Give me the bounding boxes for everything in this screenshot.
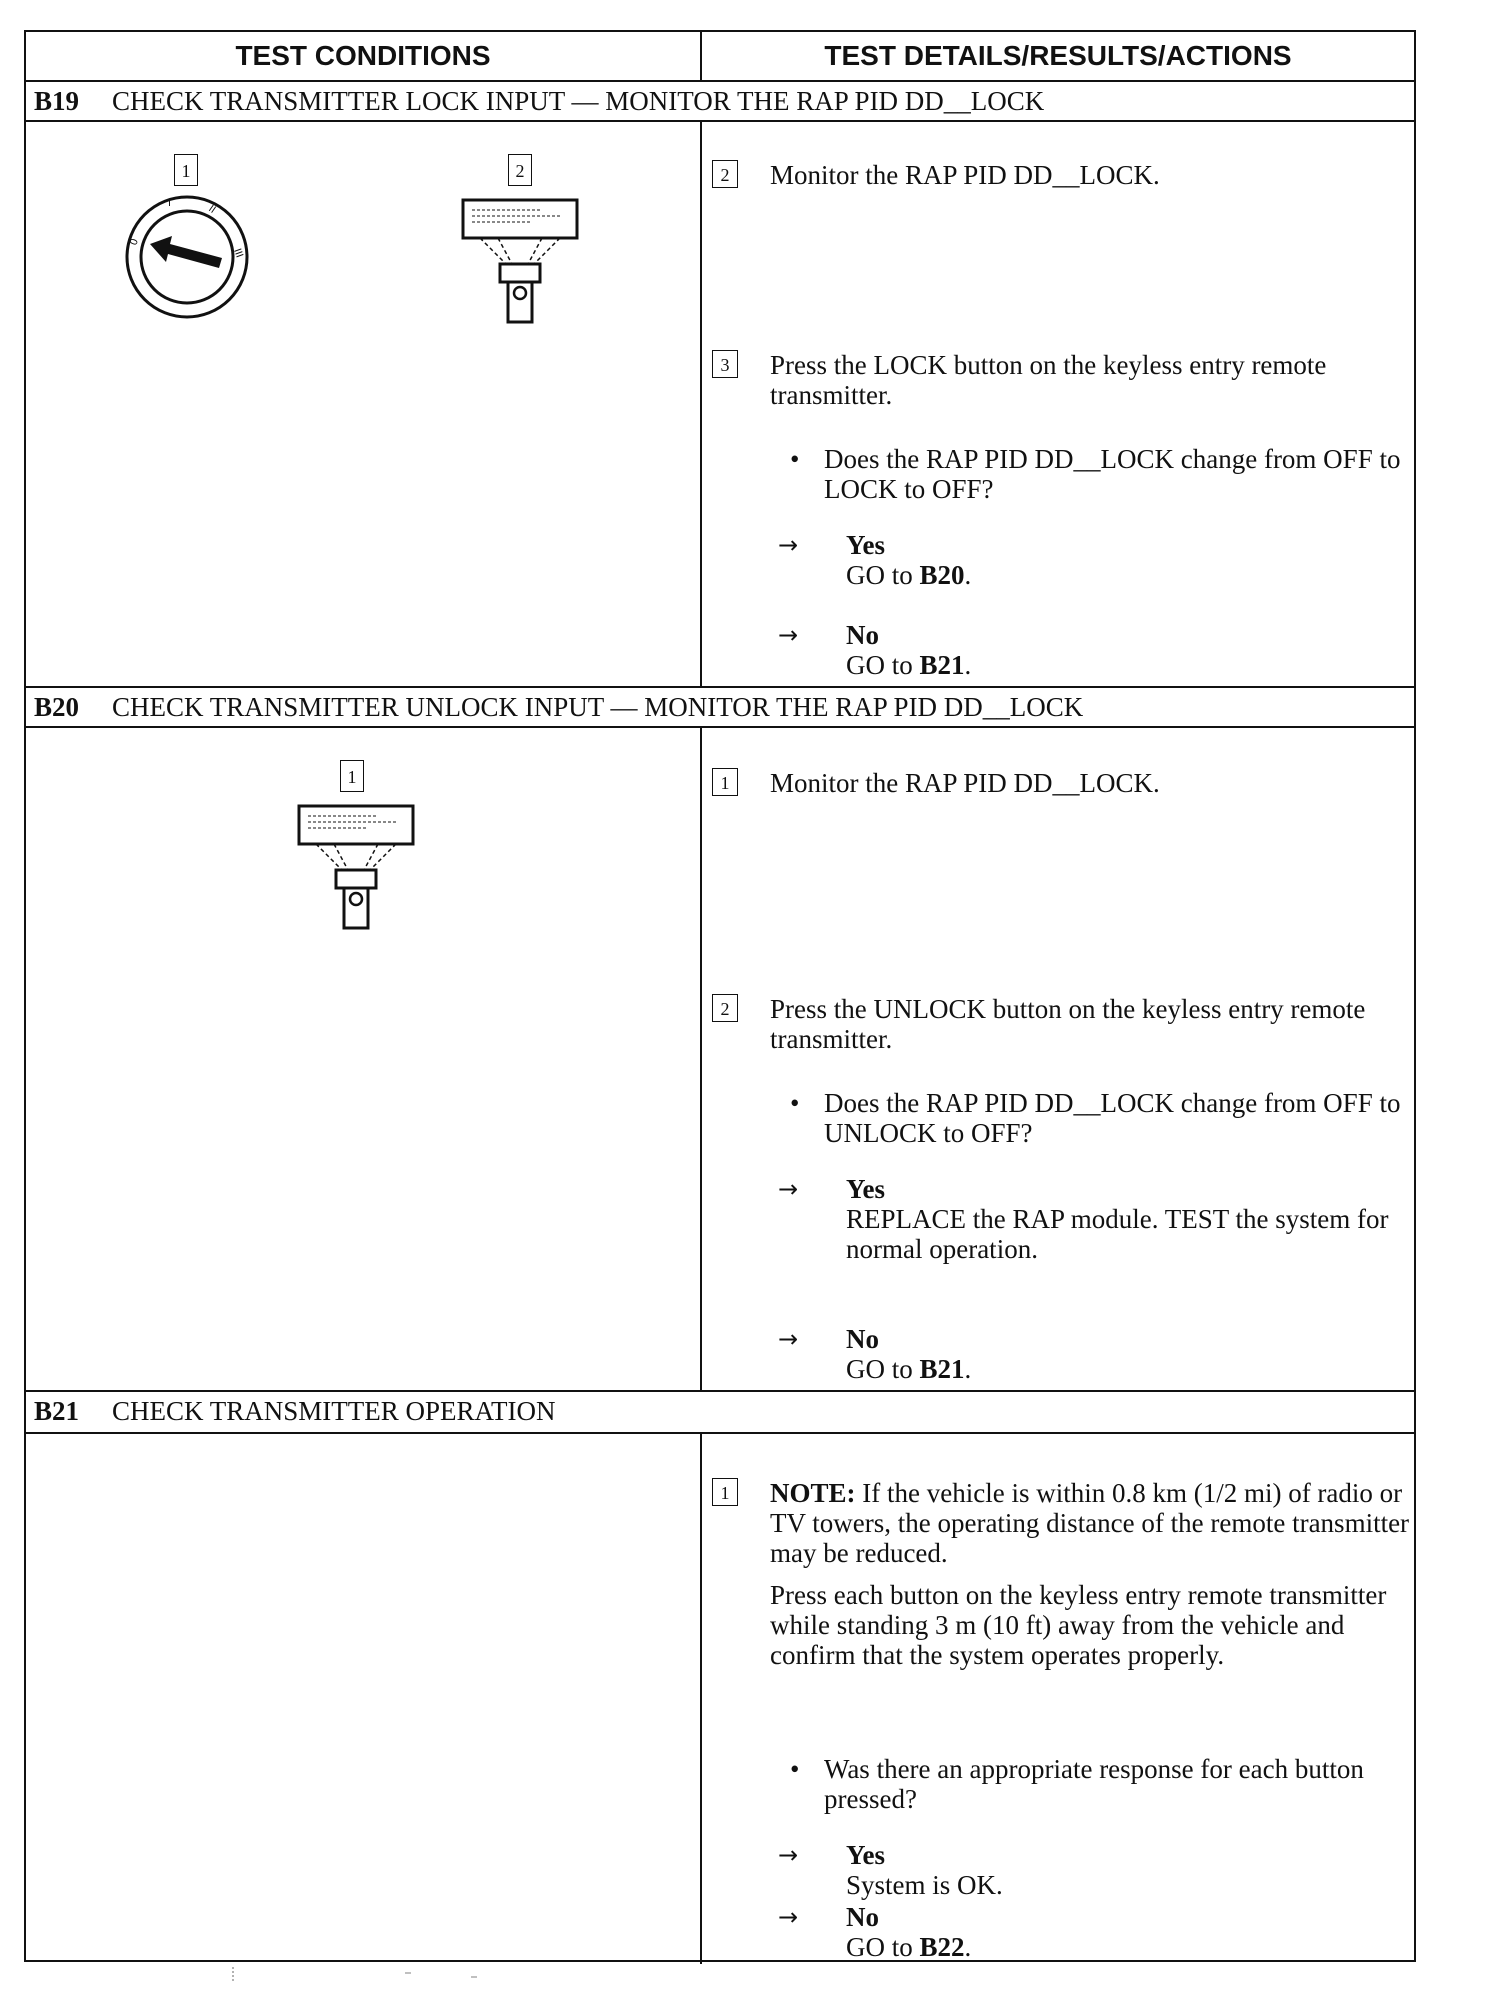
arrow-right-icon: → <box>778 1175 799 1203</box>
step-number: 1 <box>712 768 738 796</box>
result-action-ref: B21 <box>919 650 965 680</box>
section-id: B21 <box>34 1396 80 1426</box>
svg-text:I: I <box>168 198 171 209</box>
step <box>712 1478 1412 1670</box>
result-action-prefix: GO to <box>846 1932 920 1962</box>
result-answer: No <box>846 1324 879 1354</box>
section-title: CHECK TRANSMITTER LOCK INPUT — MONITOR THE RAP PID DD__LOCK <box>112 86 1045 116</box>
step-number: 1 <box>712 1478 738 1506</box>
question <box>778 1088 1408 1148</box>
svg-text:0: 0 <box>128 237 141 248</box>
result-answer: Yes <box>846 1174 885 1204</box>
question-text: Was there an appropriate response for each button pressed? <box>824 1754 1364 1814</box>
result-yes <box>778 530 1408 590</box>
rule <box>26 120 1414 122</box>
result-no <box>778 1902 1408 1962</box>
step-text: Press the UNLOCK button on the keyless entry remote transmitter. <box>770 994 1366 1054</box>
result-action-text: REPLACE the RAP module. TEST the system for normal operation. <box>846 1204 1389 1264</box>
illustration-label: 2 <box>508 154 532 186</box>
header-test-details: TEST DETAILS/RESULTS/ACTIONS <box>824 40 1292 71</box>
step-number: 2 <box>712 160 738 188</box>
question-text: Does the RAP PID DD__LOCK change from OFF to LOCK to OFF? <box>824 444 1401 504</box>
result-action-suffix: . <box>964 650 972 680</box>
step-text: Press the LOCK button on the keyless entry remote transmitter. <box>770 350 1327 410</box>
section-header-b19 <box>34 82 1044 120</box>
result-answer: No <box>846 1902 879 1932</box>
section-title: CHECK TRANSMITTER OPERATION <box>112 1396 556 1426</box>
note-text: If the vehicle is within 0.8 km (1/2 mi) of radio or TV towers, the operating distance of the remote transmitter may be reduced. <box>770 1478 1410 1568</box>
illustration-label: 1 <box>174 154 198 186</box>
scan-tool-icon <box>460 198 580 328</box>
section-header-b21 <box>34 1392 556 1430</box>
result-action-ref: B21 <box>919 1354 965 1384</box>
step <box>712 160 1412 190</box>
result-answer: Yes <box>846 530 885 560</box>
rule <box>26 726 1414 728</box>
question-text: Does the RAP PID DD__LOCK change from OFF to UNLOCK to OFF? <box>824 1088 1401 1148</box>
bullet-icon: • <box>790 1754 800 1784</box>
note-label: NOTE: <box>770 1478 856 1508</box>
result-action-text: System is OK. <box>846 1870 1003 1900</box>
step <box>712 350 1412 410</box>
step <box>712 994 1412 1054</box>
result-no <box>778 1324 1408 1384</box>
step-text: Press each button on the keyless entry remote transmitter while standing 3 m (10 ft) away from the vehicle and confirm that the system operates properly. <box>770 1580 1387 1670</box>
result-answer: Yes <box>846 1840 885 1870</box>
bullet-icon: • <box>790 1088 800 1118</box>
arrow-right-icon: → <box>778 1903 799 1931</box>
bullet-icon: • <box>790 444 800 474</box>
step-text: Monitor the RAP PID DD__LOCK. <box>770 160 1160 190</box>
result-answer: No <box>846 620 879 650</box>
result-action-prefix: GO to <box>846 1354 920 1384</box>
svg-text:III: III <box>231 247 245 260</box>
result-action-suffix: . <box>964 1354 972 1384</box>
result-action-prefix: GO to <box>846 650 920 680</box>
result-action-suffix: . <box>964 1932 972 1962</box>
column-divider <box>700 726 702 1390</box>
ignition-switch-icon <box>122 192 252 322</box>
step-text: Monitor the RAP PID DD__LOCK. <box>770 768 1160 798</box>
column-divider <box>700 32 702 80</box>
arrow-right-icon: → <box>778 1841 799 1869</box>
arrow-right-icon: → <box>778 1325 799 1353</box>
result-no <box>778 620 1408 680</box>
section-id: B20 <box>34 692 80 722</box>
result-yes <box>778 1840 1408 1900</box>
result-action-suffix: . <box>964 560 972 590</box>
result-action-prefix: GO to <box>846 560 920 590</box>
scan-tool-icon <box>296 804 416 934</box>
step-number: 2 <box>712 994 738 1022</box>
diagnostic-table <box>24 30 1416 1962</box>
step-number: 3 <box>712 350 738 378</box>
question <box>778 1754 1408 1814</box>
rule <box>26 1432 1414 1434</box>
result-action-ref: B20 <box>919 560 965 590</box>
note <box>770 1478 1412 1568</box>
step <box>712 768 1412 798</box>
section-header-b20 <box>34 688 1083 726</box>
column-divider <box>700 120 702 686</box>
header-test-conditions: TEST CONDITIONS <box>235 40 491 71</box>
section-title: CHECK TRANSMITTER UNLOCK INPUT — MONITOR THE RAP PID DD__LOCK <box>112 692 1084 722</box>
section-id: B19 <box>34 86 80 116</box>
scan-artifact <box>225 1965 505 1985</box>
column-divider <box>700 1432 702 1964</box>
arrow-right-icon: → <box>778 531 799 559</box>
question <box>778 444 1408 504</box>
result-action-ref: B22 <box>919 1932 965 1962</box>
result-yes <box>778 1174 1408 1264</box>
arrow-right-icon: → <box>778 621 799 649</box>
illustration-label: 1 <box>340 760 364 792</box>
svg-text:II: II <box>206 203 218 216</box>
